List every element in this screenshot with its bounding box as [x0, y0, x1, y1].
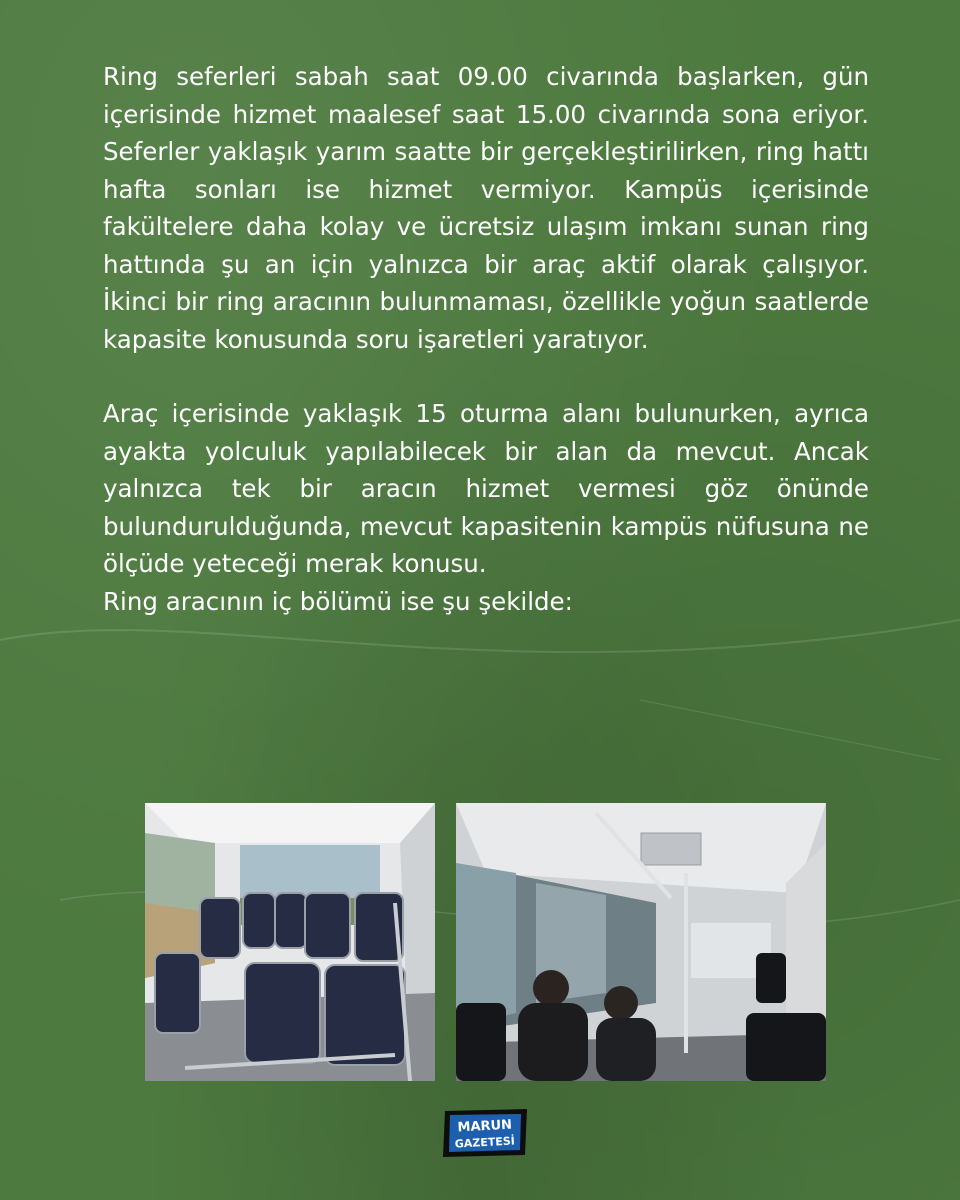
paragraph-1: Ring seferleri sabah saat 09.00 civarında başlarken, gün içerisinde hizmet maalesef saat 15.00 civarında sona eriyor. Seferler yaklaşık yarım saatte bir gerçekleştirilirken, ring hattı hafta sonları ise hizmet vermiyor. Kampüs içerisinde fakültelere daha kolay ve ücretsiz ulaşım imkanı sunan ring hattında şu an için yalnızca bir araç aktif olarak çalışıyor. İkinci bir ring aracının bulunmaması, özellikle yoğun saatlerde kapasite konusunda soru işaretleri yaratıyor.: [103, 62, 869, 354]
svg-text:GAZETESİ: GAZETESİ: [454, 1134, 516, 1151]
marun-gazetesi-logo: [441, 1108, 529, 1158]
photo-caption: Ring aracının iç bölümü ise şu şekilde:: [103, 586, 573, 616]
paragraph-2: Araç içerisinde yaklaşık 15 oturma alanı bulunurken, ayrıca ayakta yolculuk yapılabilecek bir alan da mevcut. Ancak yalnızca tek bir aracın hizmet vermesi göz önünde bulundurulduğunda, mevcut kapasitenin kampüs nüfusuna ne ölçüde yeteceği merak konusu.: [103, 399, 869, 578]
bus-seats-photo: [145, 803, 435, 1081]
article-text: [103, 58, 869, 620]
svg-text:MARUN: MARUN: [457, 1117, 513, 1136]
bus-interior-photos: [145, 803, 826, 1081]
bus-passengers-photo: [456, 803, 826, 1081]
